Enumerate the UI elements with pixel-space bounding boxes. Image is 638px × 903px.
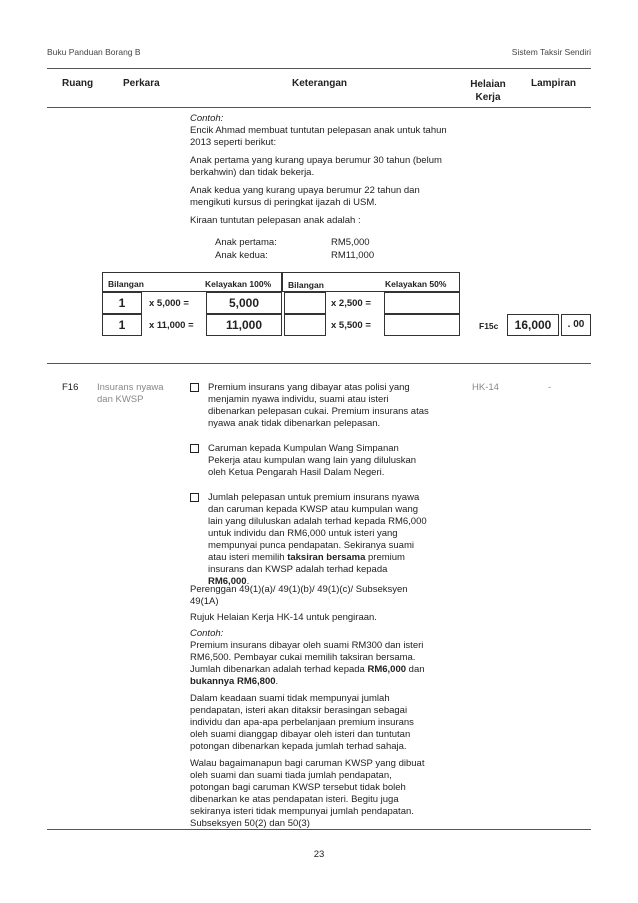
f16-bullet-1 <box>190 382 430 430</box>
calc-h-bilangan1: Bilangan <box>108 279 144 289</box>
col-helaian-kerja <box>462 78 514 104</box>
f16-bullet-3-bold2: RM6,000 <box>208 576 247 587</box>
checkbox-icon <box>190 493 199 502</box>
f16-lampiran: - <box>548 382 552 393</box>
example1-p4: Kiraan tuntutan pelepasan anak adalah : <box>190 215 361 226</box>
f16-contoh: Contoh: <box>190 628 224 639</box>
f16-bullet-3-b: premium insurans dan KWSP adalah terhad kepada <box>208 552 405 575</box>
child1-label: Anak pertama: <box>215 237 277 248</box>
col-perkara: Perkara <box>123 78 160 89</box>
example1-contoh: Contoh: <box>190 113 224 124</box>
checkbox-icon <box>190 444 199 453</box>
f16-bullet-3-text <box>208 492 430 588</box>
header-bottom-rule <box>47 107 591 108</box>
calc-h-bilangan2: Bilangan <box>288 280 324 290</box>
example1-block <box>190 113 460 227</box>
f16-bullet-2-text: Caruman kepada Kumpulan Wang Simpanan Pekerja atau kumpulan wang lain yang diluluskan oleh Ketua Pengarah Hasil Dalam Negeri. <box>208 443 417 478</box>
f16-bullet-1-text: Premium insurans yang dibayar atas polisi yang menjamin nyawa individu, suami atau isteri dibenarkan pelepasan cukai. Premium insurans atas nyawa anak tidak dibenarkan pelepasan. <box>208 382 429 429</box>
header-right: Sistem Taksir Sendiri <box>511 47 591 57</box>
col-ruang: Ruang <box>62 78 94 89</box>
f16-bullet-2 <box>190 443 430 479</box>
f16-ex-bold2: bukannya RM6,800 <box>190 676 276 687</box>
calc-cents: . 00 <box>567 319 585 330</box>
f16-ruang: F16 <box>62 382 79 393</box>
calc-r2-count2-box <box>284 314 326 336</box>
section-rule <box>47 363 591 364</box>
f16-para2: Walau bagaimanapun bagi caruman KWSP yang dibuat oleh suami dan suami tiada jumlah pendapatan, potongan bagi caruman KWSP tersebut tidak boleh dibenarkan ke atas pendapatan isteri. Begitu juga sekiranya isteri tidak mempunyai jumlah pendapatan. <box>190 758 425 817</box>
calc-r2-mult2: x 5,500 = <box>331 320 371 331</box>
f16-ex-c: . <box>275 676 279 687</box>
f16-helaian: HK-14 <box>472 382 499 393</box>
calc-h-kelayakan100: Kelayakan 100% <box>205 279 272 289</box>
calc-r1-mult2: x 2,500 = <box>331 298 371 309</box>
f16-ex-bold1: RM6,000 <box>367 664 407 675</box>
calc-r1-count: 1 <box>118 296 126 310</box>
example1-p3: Anak kedua yang kurang upaya berumur 22 tahun dan mengikuti kursus di peringkat ijazah di USM. <box>190 185 420 208</box>
f16-bullet-3-bold: taksiran bersama <box>287 552 366 563</box>
col-keterangan: Keterangan <box>292 78 348 89</box>
f16-bullet-3 <box>190 492 430 588</box>
calc-r2-mult: x 11,000 = <box>149 320 194 331</box>
calc-ref-f15c: F15c <box>479 321 499 331</box>
col-lampiran: Lampiran <box>531 78 577 89</box>
f16-rujuk: Rujuk Helaian Kerja HK-14 untuk pengiraan. <box>190 612 377 623</box>
child1-value: RM5,000 <box>331 237 370 248</box>
calc-r1-amount: 5,000 <box>228 296 260 310</box>
f16-ex-b: dan <box>406 664 425 675</box>
calc-h-kelayakan50: Kelayakan 50% <box>385 279 447 289</box>
table-top-rule <box>47 68 591 69</box>
example1-p2: Anak pertama yang kurang upaya berumur 30 tahun (belum berkahwin) dan tidak bekerja. <box>190 155 442 178</box>
col-kerja: Kerja <box>475 92 501 103</box>
example1-p1: Encik Ahmad membuat tuntutan pelepasan anak untuk tahun 2013 seperti berikut: <box>190 125 447 148</box>
calc-r1-amount2-box <box>384 292 460 314</box>
checkbox-icon <box>190 383 199 392</box>
page-number: 23 <box>313 849 325 860</box>
calc-r2-amount2-box <box>384 314 460 336</box>
child2-value: RM11,000 <box>331 250 375 261</box>
f16-perkara: Insurans nyawa dan KWSP <box>97 382 164 405</box>
f16-ex-a: Premium insurans dibayar oleh suami RM300 dan isteri RM6,500. Pembayar cukai memilih taksiran bersama. Jumlah dibenarkan adalah terhad kepada <box>190 640 424 675</box>
calc-r1-mult: x 5,000 = <box>149 298 189 309</box>
f16-example <box>190 640 430 688</box>
header-left: Buku Panduan Borang B <box>47 47 141 57</box>
f16-subseksyen: Subseksyen 50(2) dan 50(3) <box>190 818 310 829</box>
f16-bullet-3-a: Jumlah pelepasan untuk premium insurans nyawa dan caruman kepada KWSP atau kumpulan wang lain yang diluluskan adalah terhad kepada RM6,000 untuk individu dan RM6,000 untuk isteri yang mempunyai punca pendapatan. Sekiranya suami atau isteri memilih <box>208 492 427 563</box>
table-bottom-rule <box>47 829 591 830</box>
calc-r1-count2-box <box>284 292 326 314</box>
calc-r2-count: 1 <box>118 318 126 332</box>
f16-perenggan: Perenggan 49(1)(a)/ 49(1)(b)/ 49(1)(c)/ Subseksyen 49(1A) <box>190 584 408 607</box>
f16-bullet-3-c: . <box>246 576 250 587</box>
f16-body <box>190 584 430 830</box>
f16-para1: Dalam keadaan suami tidak mempunyai jumlah pendapatan, isteri akan ditaksir berasingan sebagai individu dan apa-apa perbelanjaan premium insurans oleh suami dianggap dibayar oleh isteri dan tuntutan potongan dibenarkan kepada jumlah terhad sahaja. <box>190 693 414 752</box>
calc-r2-amount: 11,000 <box>225 318 263 332</box>
calc-total: 16,000 <box>514 318 552 332</box>
child2-label: Anak kedua: <box>215 250 268 261</box>
col-helaian: Helaian <box>470 79 506 90</box>
